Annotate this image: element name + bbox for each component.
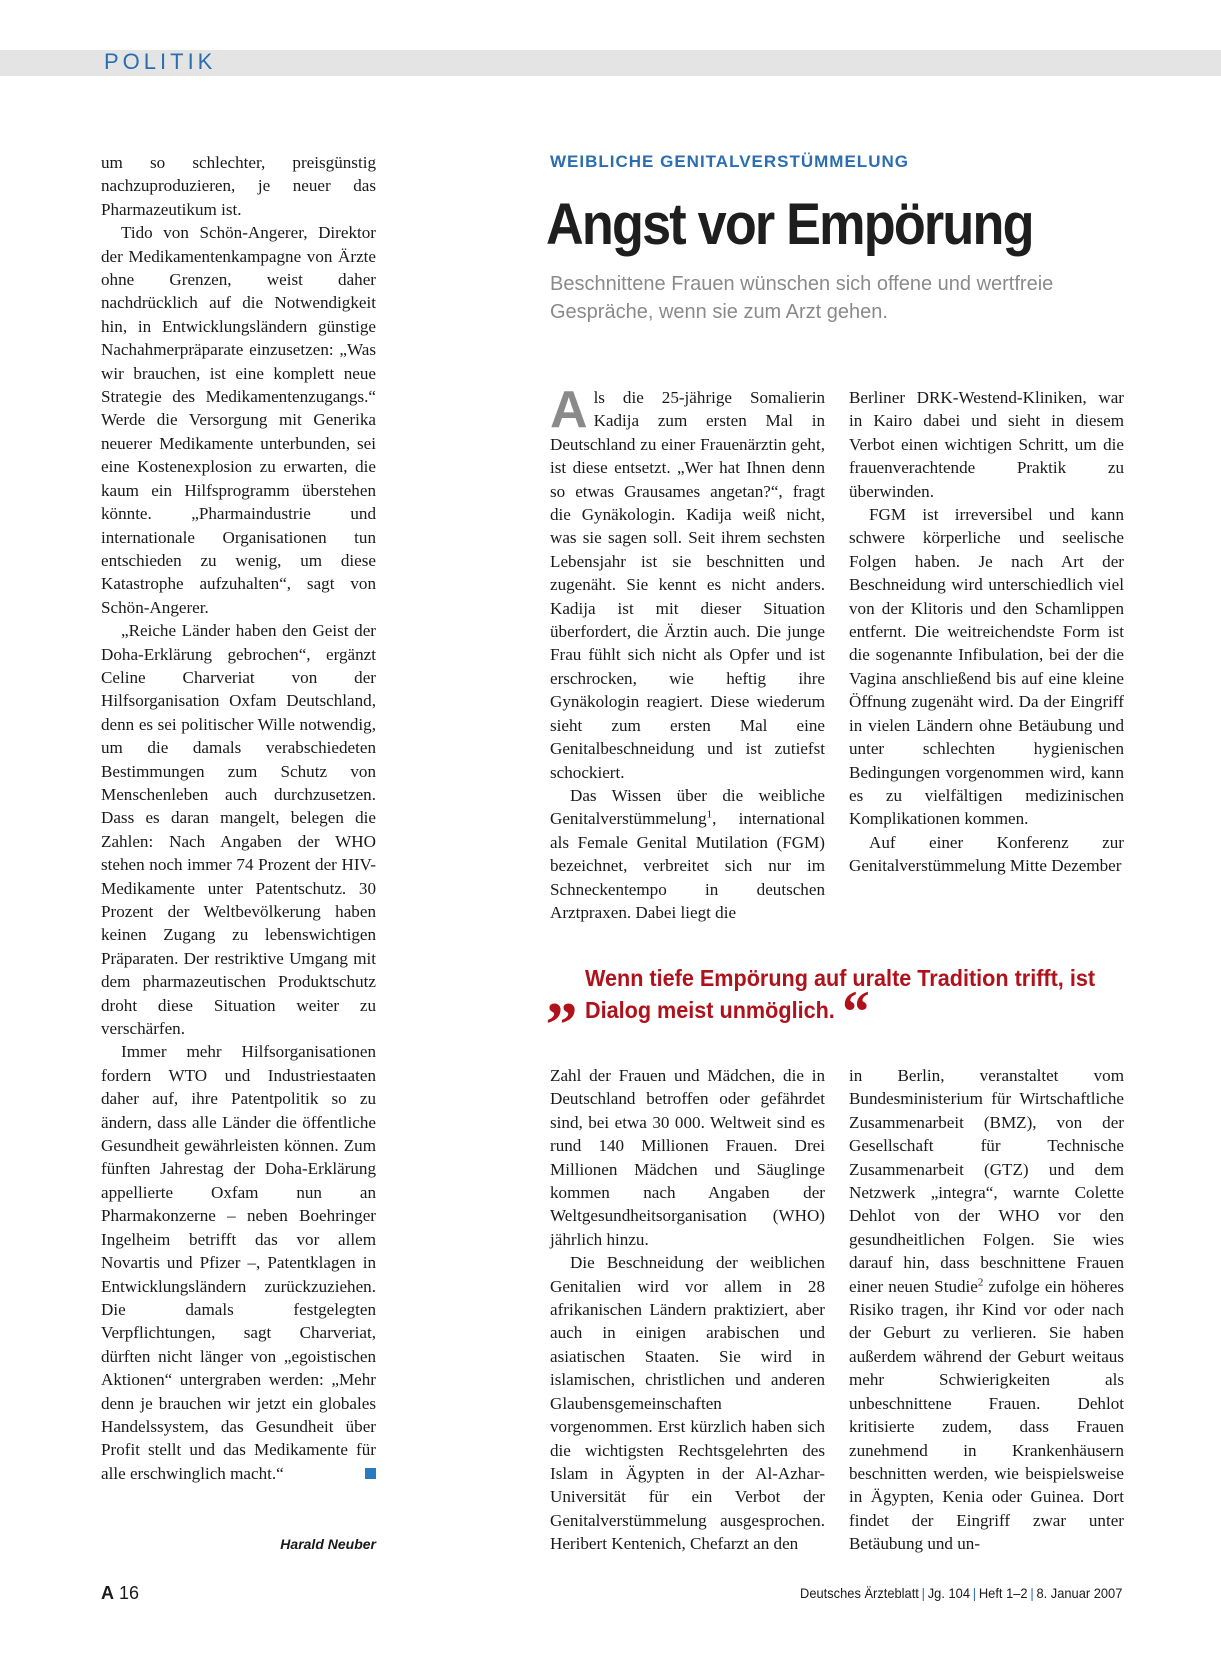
article-paragraph: Auf einer Konferenz zur Genitalverstümmelung Mitte Dezember	[849, 832, 1124, 876]
quote-close-icon: “	[842, 979, 870, 1045]
left-paragraph-last	[101, 1040, 376, 1485]
page-prefix: A	[101, 1583, 114, 1603]
lead-paragraph-text: ls die 25-jährige Somalierin Kadija zum ersten Mal in Deutschland zu einer Frauenärztin geht, ist diese entsetzt. „Wer hat Ihnen denn so etwas Grausames angetan?“, fragt die Gynäkologin. Kadija weiß nicht, was sie sagen soll. Seit ihrem sechsten Lebensjahr ist sie beschnitten und zugenäht. Sie kennt es nicht anders. Kadija ist mit dieser Situation überfordert, die Ärztin auch. Die junge Frau fühlt sich nicht als Opfer und ist erschrocken, wie heftig ihre Gynäkologin reagiert. Diese wiederum sieht zum ersten Mal eine Genitalbeschneidung und ist zutiefst schockiert.	[550, 388, 825, 782]
right-column-bottom	[849, 1064, 1124, 1556]
end-mark-icon	[365, 1468, 376, 1479]
paragraph-text: Das Wissen über die weibliche Genitalverstümmelung	[550, 785, 825, 829]
article-paragraph: Zahl der Frauen und Mädchen, die in Deutschland betroffen oder gefährdet sind, bei etwa 30 000. Weltweit sind es rund 140 Millionen Frauen. Drei Millionen Mädchen und Säuglinge kommen nach Angaben der Weltgesundheitsorganisation (WHO) jährlich hinzu.	[550, 1066, 825, 1249]
page-number-value: 16	[119, 1583, 140, 1603]
section-label: POLITIK	[104, 49, 217, 74]
middle-column-bottom	[550, 1064, 825, 1556]
footer-separator: |	[1029, 1585, 1034, 1601]
paragraph-text: zufolge ein höheres Risiko tragen, ihr Kind vor oder nach der Geburt zu verlieren. Sie haben außerdem während der Geburt weitaus mehr Schwierigkeiten als unbeschnittene Frauen. Dehlot kritisierte zudem, dass Frauen zunehmend in Krankenhäusern beschnitten werden, wie beispielsweise in Ägypten, Kenia oder Guinea. Dort findet der Eingriff zwar unter Betäubung und un-	[849, 1276, 1124, 1554]
article-paragraph: Die Beschneidung der weiblichen Genitalien wird vor allem in 28 afrikanischen Ländern praktiziert, aber auch in einigen arabischen und asiatischen Staaten. Sie wird in islamischen, christlichen und anderen Glaubensgemeinschaften vorgenommen. Erst kürzlich haben sich die wichtigsten Rechtsgelehrten des Islam in Ägypten in der Al-Azhar-Universität für ein Verbot der Genitalverstümmelung ausgesprochen. Heribert Kentenich, Chefarzt an den	[550, 1253, 825, 1554]
lead-paragraph	[550, 381, 825, 784]
footer-separator: |	[972, 1585, 976, 1601]
quote-open-icon: „	[546, 956, 578, 1027]
left-paragraph-text: Immer mehr Hilfsorganisationen fordern WTO und Industriestaaten daher auf, ihre Patentpolitik so zu ändern, dass alle Länder die öffentliche Gesundheit gewährleisten können. Zum fünften Jahrestag der Doha-Erklärung appellierte Oxfam nun an Pharmakonzerne – neben Boehringer Ingelheim betrifft das vor allem Novartis und Pfizer –, Patentklagen in Entwicklungsländern zurückzuziehen. Die damals festgelegten Verpflichtungen, sagt Charveriat, dürften nicht länger von „egoistischen Aktionen“ untergraben werden: „Mehr denn je brauchen wir jetzt ein globales Handelssystem, das Gesundheit über Profit stellt und das Medikamente für alle erschwinglich macht.“	[101, 1042, 376, 1483]
article-paragraph: Berliner DRK-Westend-Kliniken, war in Kairo dabei und sieht in diesem Verbot einen wichtigen Schritt, um die frauenverachtende Praktik zu überwinden.	[849, 388, 1124, 501]
journal-footer	[800, 1585, 1122, 1601]
pull-quote	[550, 962, 1102, 1045]
pull-quote-text: Wenn tiefe Empörung auf uralte Tradition trifft, ist Dialog meist unmöglich.	[584, 965, 1096, 1023]
left-paragraph: Tido von Schön-Angerer, Direktor der Medikamentenkampagne von Ärzte ohne Grenzen, weist daher nachdrücklich auf die Notwendigkeit hin, in Entwicklungsländern günstige Nachahmerpräparate einzusetzen: „Was wir brauchen, ist eine komplett neue Strategie des Medikamentenzugangs.“ Werde die Versorgung mit Generika neuerer Medikamente unterbunden, sei eine Kostenexplosion zu erwarten, die kaum ein Hilfsprogramm überstehen könnte. „Pharmaindustrie und internationale Organisationen tun entschieden zu wenig, um diese Katastrophe aufzuhalten“, sagt von Schön-Angerer.	[101, 223, 376, 617]
dropcap: A	[550, 381, 588, 439]
article-paragraph	[550, 784, 825, 924]
article-paragraph: FGM ist irreversibel und kann schwere körperliche und seelische Folgen haben. Je nach Art der Beschneidung wird unterschiedlich viel von der Klitoris und den Schamlippen entfernt. Die weitreichendste Form ist die sogenannte Infibulation, bei der die Vagina anschließend bis auf eine kleine Öffnung zugenäht wird. Da der Eingriff in vielen Ländern ohne Betäubung und unter schlechten hygienischen Bedingungen vorgenommen wird, kann es zu vielfältigen medizinischen Komplikationen kommen.	[849, 505, 1124, 829]
journal-name: Deutsches Ärzteblatt	[799, 1585, 919, 1601]
left-paragraph: um so schlechter, preisgünstig nachzuproduzieren, je neuer das Pharmazeutikum ist.	[101, 153, 376, 219]
article-kicker: WEIBLICHE GENITALVERSTÜMMELUNG	[550, 152, 909, 171]
right-column-top	[849, 386, 1124, 878]
article-title: Angst vor Empörung	[546, 192, 1033, 257]
footnote-marker: 2	[977, 1275, 984, 1288]
article-paragraph	[849, 1064, 1124, 1556]
journal-volume: Jg. 104	[927, 1585, 970, 1601]
page-number	[101, 1583, 139, 1604]
journal-issue: Heft 1–2	[978, 1585, 1028, 1601]
author-name: Harald Neuber	[280, 1536, 376, 1552]
middle-column-top	[550, 381, 825, 924]
article-subtitle: Beschnittene Frauen wünschen sich offene und wertfreie Gespräche, wenn sie zum Arzt gehen.	[550, 273, 1054, 323]
journal-date: 8. Januar 2007	[1036, 1585, 1122, 1601]
footer-separator: |	[921, 1585, 925, 1601]
left-column	[101, 151, 376, 1485]
footnote-marker: 1	[706, 808, 713, 821]
paragraph-text: , international als Female Genital Mutilation (FGM) bezeichnet, verbreitet sich nur im Schneckentempo in deutschen Arztpraxen. Dabei liegt die	[550, 809, 825, 922]
left-paragraph: „Reiche Länder haben den Geist der Doha-Erklärung gebrochen“, ergänzt Celine Charveriat von der Hilfsorganisation Oxfam Deutschland, denn es sei politischer Wille notwendig, um die damals verabschiedeten Bestimmungen zum Schutz von Menschenleben auch durchzusetzen. Dass es daran mangelt, belegen die Zahlen: Nach Angaben der WHO stehen noch immer 74 Prozent der HIV-Medikamente unter Patentschutz. 30 Prozent der Weltbevölkerung haben keinen Zugang zu lebenswichtigen Präparaten. Der restriktive Umgang mit dem pharmazeutischen Produktschutz droht diese Situation weiter zu verschärfen.	[101, 621, 376, 1039]
paragraph-text: in Berlin, veranstaltet vom Bundesministerium für Wirtschaftliche Zusammenarbeit (BMZ), von der Gesellschaft für Technische Zusammenarbeit (GTZ) und dem Netzwerk „integra“, warnte Colette Dehlot von der WHO vor den gesundheitlichen Folgen. Sie wies darauf hin, dass beschnittene Frauen einer neuen Studie	[849, 1066, 1124, 1296]
